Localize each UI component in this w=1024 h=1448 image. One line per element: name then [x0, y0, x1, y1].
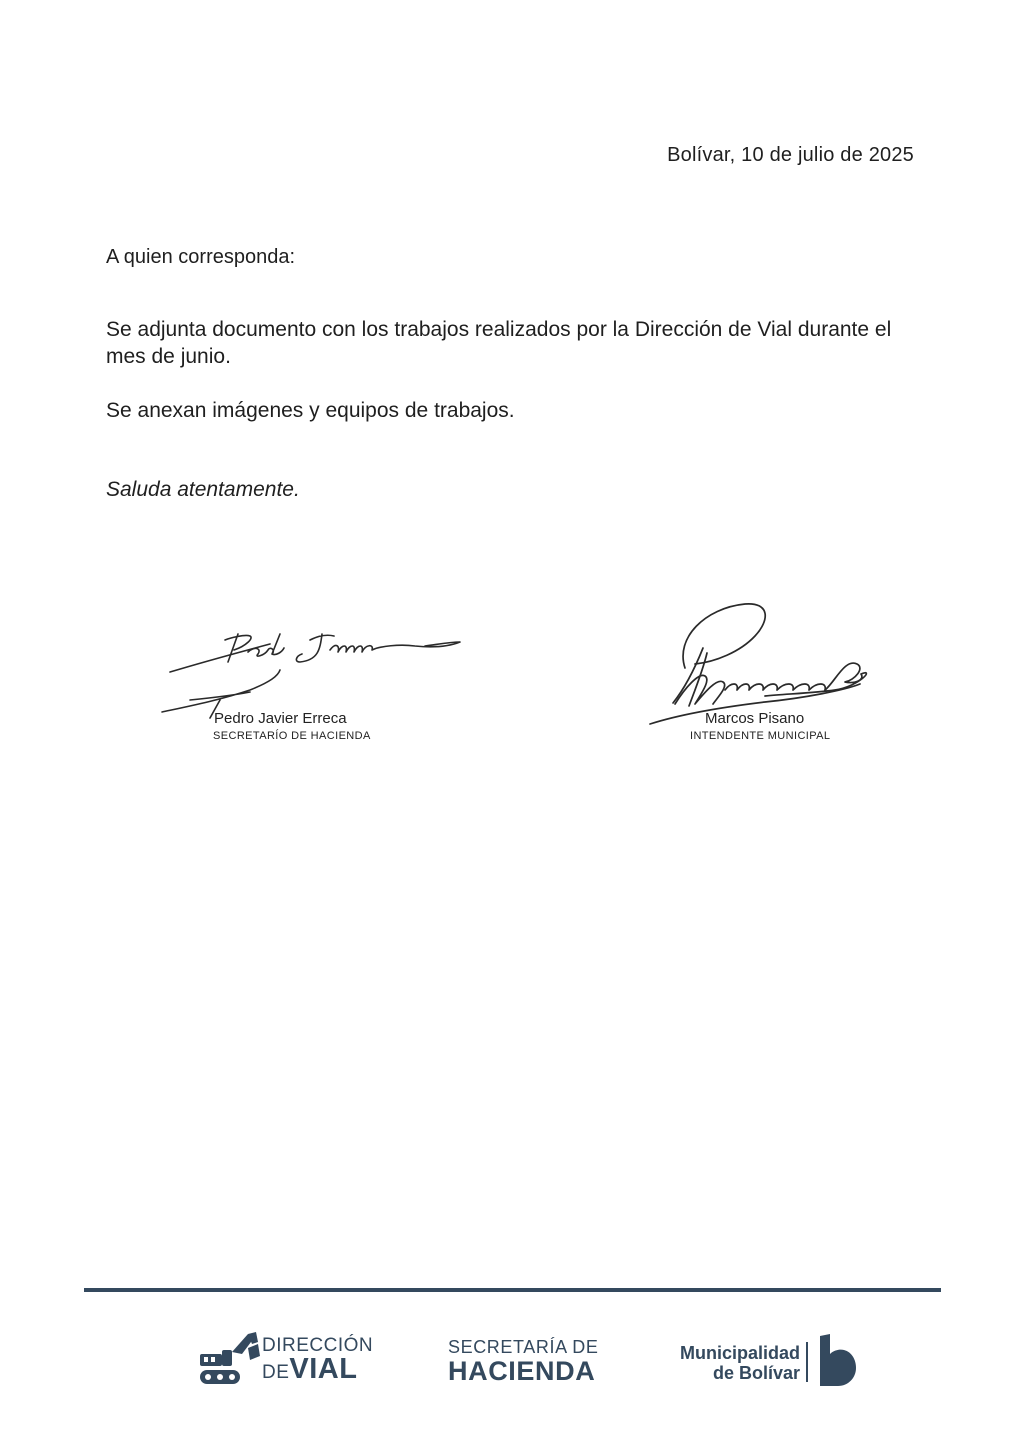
- logo-separator: [806, 1342, 808, 1382]
- body-paragraph: Se adjunta documento con los trabajos realizados por la Dirección de Vial durante el mes de junio.: [106, 318, 892, 368]
- logo-text: Municipalidad: [679, 1343, 800, 1363]
- signer-role: INTENDENTE MUNICIPAL: [690, 730, 831, 742]
- signer-name: Marcos Pisano: [705, 710, 805, 727]
- signature-block-right: [645, 598, 870, 742]
- body-paragraph: Se anexan imágenes y equipos de trabajos.: [106, 399, 515, 422]
- letter-closing: Saluda atentamente.: [106, 478, 300, 501]
- logo-municipalidad-de-bolivar: [656, 1334, 866, 1390]
- logo-text: HACIENDA: [448, 1356, 596, 1386]
- logo-text: DIRECCIÓN: [262, 1335, 374, 1356]
- letter-greeting: A quien corresponda:: [106, 246, 296, 268]
- letter-date: Bolívar, 10 de julio de 2025: [667, 144, 914, 166]
- logo-text: SECRETARÍA DE: [448, 1337, 599, 1357]
- logo-text: de Bolívar: [712, 1362, 800, 1383]
- signature-block-left: [150, 620, 465, 742]
- signer-role: SECRETARÍO DE HACIENDA: [213, 730, 371, 742]
- logo-secretaria-de-hacienda: [448, 1338, 599, 1385]
- signer-name: Pedro Javier Erreca: [214, 710, 347, 727]
- excavator-icon: [198, 1330, 260, 1386]
- handwritten-signature-erreca: [150, 620, 465, 720]
- footer-divider: [84, 1288, 941, 1292]
- bolivar-b-icon: [816, 1334, 856, 1386]
- logo-text: VIAL: [289, 1353, 358, 1385]
- logo-text: DE: [262, 1362, 290, 1383]
- letter-body: [106, 316, 936, 451]
- logo-direccion-de-vial: [198, 1330, 388, 1390]
